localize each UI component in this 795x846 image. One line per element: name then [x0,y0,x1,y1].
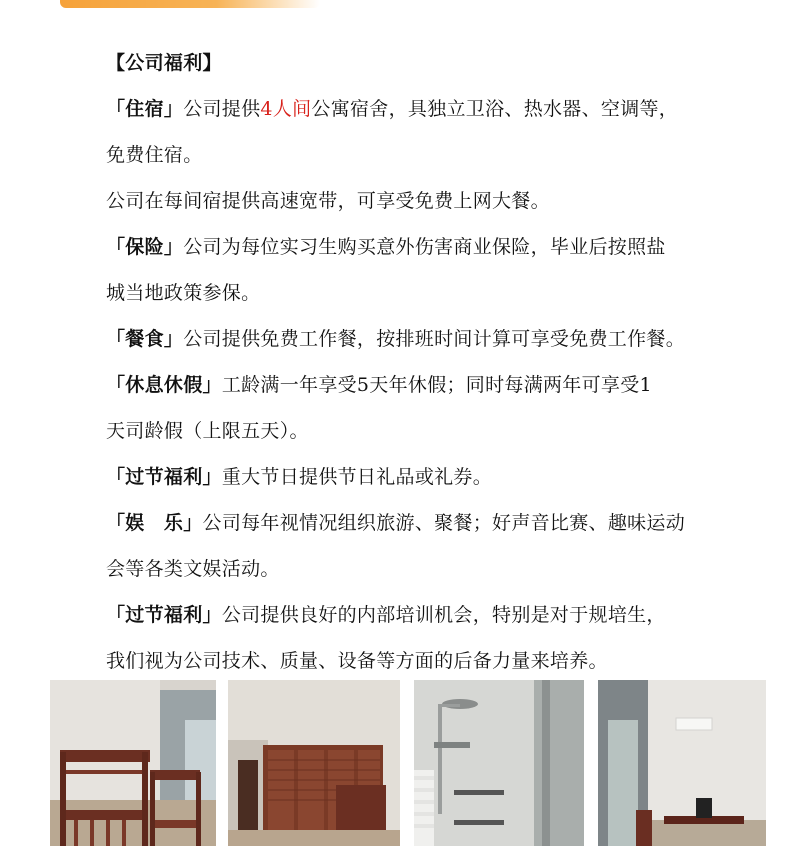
training-label: 「过节福利」 [106,604,222,626]
meals-text-a: 公司提供免费工作餐，按排班时间计算可享受免费工作餐。 [183,328,686,350]
insurance-line-1 [106,224,766,270]
training-line-1 [106,592,766,638]
meals-label: 「餐食」 [106,328,184,350]
meals-line-1 [106,316,766,362]
photo-wardrobe [228,680,400,846]
top-banner-decoration [60,0,320,8]
photo-bunk-beds [50,680,216,846]
training-line-2: 我们视为公司技术、质量、设备等方面的后备力量来培养。 [106,650,608,672]
entertainment-line-2: 会等各类文娱活动。 [106,558,280,580]
festival-line-1 [106,454,766,500]
lodging-line-1 [106,86,766,132]
leave-label: 「休息休假」 [106,374,222,396]
lodging-text-a: 公司提供 [183,98,261,120]
leave-text-a: 工龄满一年享受5天年休假；同时每满两年可享受1 [221,374,652,396]
lodging-label: 「住宿」 [106,98,184,120]
lodging-highlight: 4人间 [260,98,312,120]
leave-line-2: 天司龄假（上限五天）。 [106,420,309,442]
dormitory-photos [0,680,795,846]
training-text-a: 公司提供良好的内部培训机会，特别是对于规培生， [221,604,666,626]
benefits-section [106,40,766,684]
insurance-label: 「保险」 [106,236,184,258]
insurance-line-2: 城当地政策参保。 [106,282,261,304]
photo-room-desk [598,680,766,846]
photo-bathroom [414,680,584,846]
festival-text-a: 重大节日提供节日礼品或礼券。 [221,466,493,488]
festival-label: 「过节福利」 [106,466,222,488]
lodging-text-b: 公寓宿舍，具独立卫浴、热水器、空调等， [311,98,679,120]
entertainment-text-a: 公司每年视情况组织旅游、聚餐；好声音比赛、趣味运动 [202,512,686,534]
section-title: 【公司福利】 [106,52,222,74]
entertainment-label: 「娱 乐」 [106,512,203,534]
entertainment-line-1 [106,500,766,546]
leave-line-1 [106,362,766,408]
insurance-text-a: 公司为每位实习生购买意外伤害商业保险，毕业后按照盐 [183,236,666,258]
lodging-line-3: 公司在每间宿提供高速宽带，可享受免费上网大餐。 [106,190,550,212]
lodging-line-2: 免费住宿。 [106,144,203,166]
